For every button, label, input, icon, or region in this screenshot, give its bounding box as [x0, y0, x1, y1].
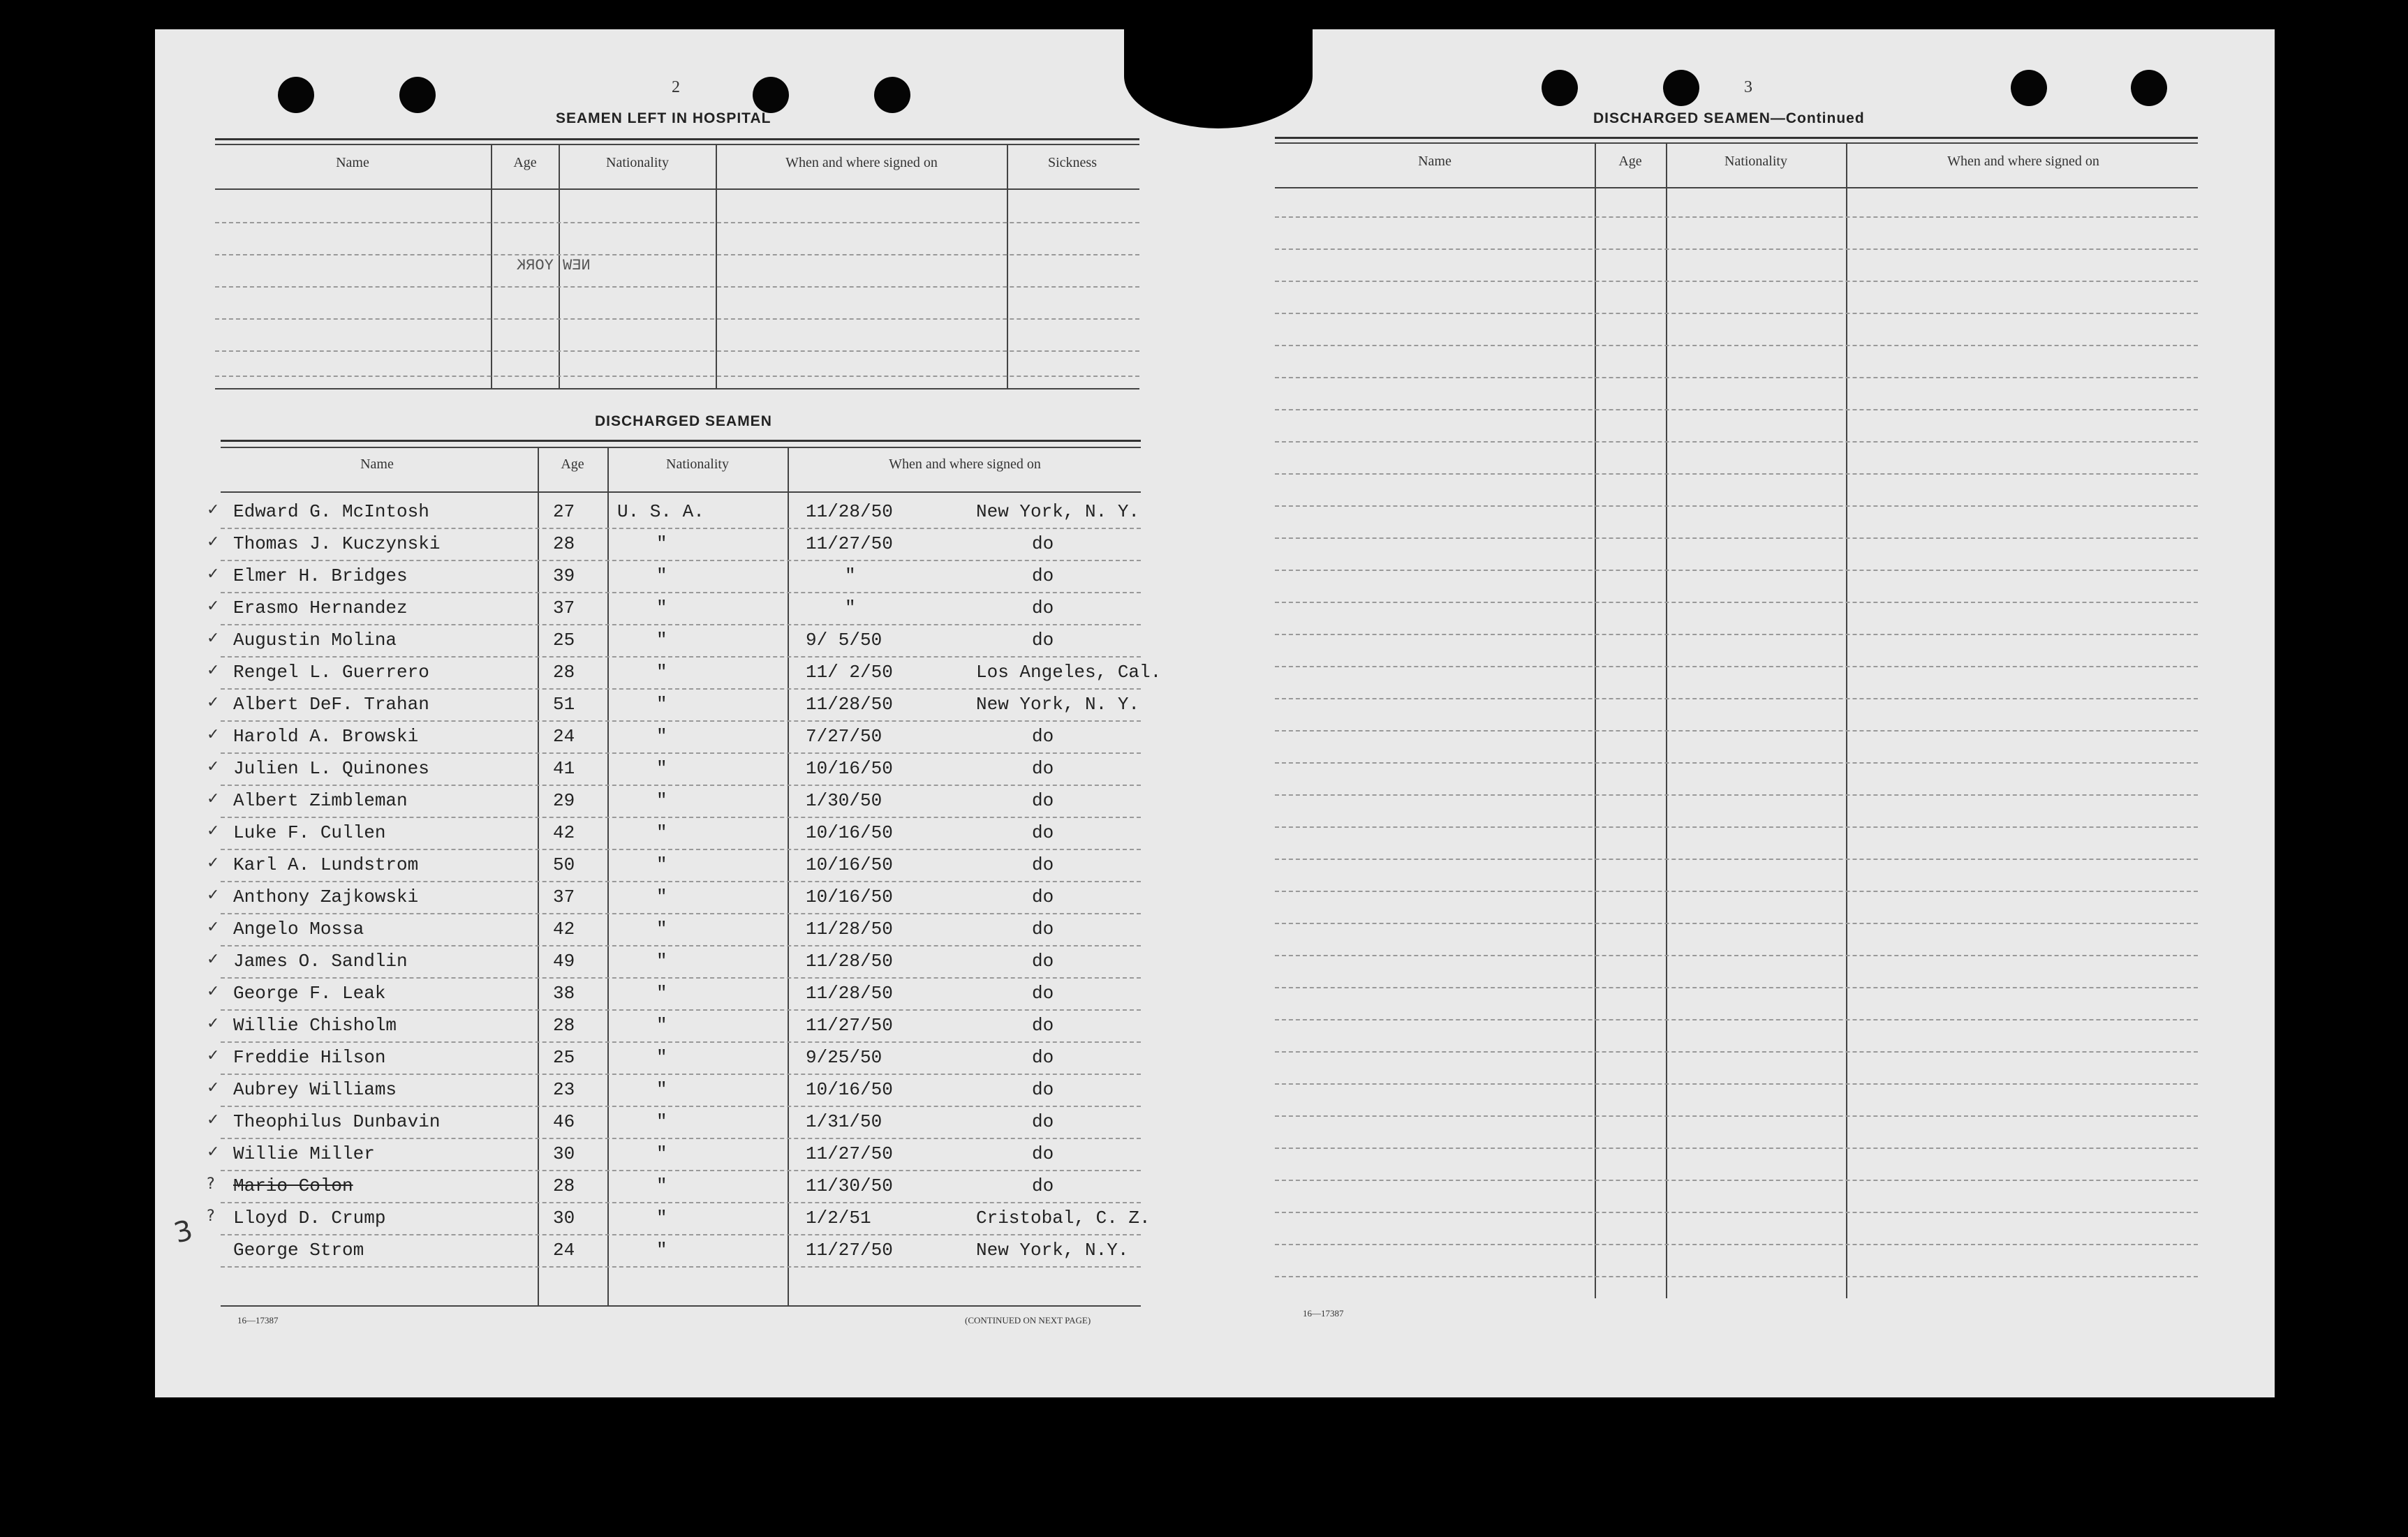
right-row-line: [1275, 1083, 2198, 1085]
row-check-mark: ?: [207, 1208, 215, 1225]
discharged-title: DISCHARGED SEAMEN: [595, 413, 772, 429]
right-row-line: [1275, 216, 2198, 218]
seaman-age: 37: [553, 597, 575, 618]
hospital-bottom-rule: [215, 388, 1139, 389]
signed-on-place: do: [1032, 790, 1054, 811]
right-col-divider: [1595, 142, 1596, 1298]
seaman-nationality: ": [656, 790, 667, 811]
discharged-row-line: [221, 592, 1141, 593]
right-row-line: [1275, 762, 2198, 764]
seaman-name: George Strom: [233, 1240, 364, 1261]
right-row-line: [1275, 377, 2198, 378]
row-check-mark: ✓: [207, 919, 220, 936]
seaman-nationality: ": [656, 1208, 667, 1228]
signed-on-date: 11/28/50: [806, 694, 893, 715]
seaman-nationality: ": [656, 1175, 667, 1196]
continued-title: DISCHARGED SEAMEN—Continued: [1593, 110, 1865, 126]
seaman-name: Aubrey Williams: [233, 1079, 397, 1100]
punch-hole: [753, 77, 789, 113]
hospital-header-signed-on: When and where signed on: [785, 155, 938, 170]
right-row-line: [1275, 313, 2198, 314]
row-check-mark: ✓: [207, 565, 220, 583]
row-check-mark: ✓: [207, 662, 220, 679]
discharged-header-signed-on: When and where signed on: [889, 456, 1041, 472]
seaman-age: 28: [553, 1015, 575, 1036]
signed-on-date: 1/30/50: [806, 790, 882, 811]
seaman-name: Edward G. McIntosh: [233, 501, 429, 522]
seaman-name: Thomas J. Kuczynski: [233, 533, 441, 554]
right-page: [1223, 29, 2275, 1397]
seaman-name: Julien L. Quinones: [233, 758, 429, 779]
seaman-name: Willie Miller: [233, 1143, 375, 1164]
discharged-row-line: [221, 752, 1141, 754]
discharged-top-rule: [221, 440, 1141, 442]
hospital-header-age: Age: [513, 155, 537, 170]
signed-on-place: do: [1032, 951, 1054, 972]
punch-hole: [278, 77, 314, 113]
discharged-header-rule: [221, 491, 1141, 493]
right-row-line: [1275, 441, 2198, 443]
discharged-row-line: [221, 624, 1141, 625]
seaman-age: 25: [553, 630, 575, 651]
right-row-line: [1275, 1115, 2198, 1117]
hospital-row-line: [215, 222, 1139, 223]
signed-on-date: 10/16/50: [806, 886, 893, 907]
discharged-row-line: [221, 720, 1141, 722]
row-check-mark: ✓: [207, 630, 220, 647]
row-check-mark: ✓: [207, 1111, 220, 1129]
signed-on-date: 9/ 5/50: [806, 630, 882, 651]
signed-on-date: 1/31/50: [806, 1111, 882, 1132]
signed-on-place: New York, N.Y.: [976, 1240, 1129, 1261]
signed-on-place: New York, N. Y.: [976, 501, 1140, 522]
seaman-name: Elmer H. Bridges: [233, 565, 408, 586]
row-check-mark: ✓: [207, 726, 220, 743]
hospital-row-line: [215, 254, 1139, 255]
right-row-line: [1275, 1244, 2198, 1245]
discharged-row-line: [221, 977, 1141, 979]
punch-hole: [2131, 70, 2167, 106]
discharged-bottom-rule: [221, 1305, 1141, 1307]
right-row-line: [1275, 473, 2198, 475]
discharged-row-line: [221, 560, 1141, 561]
right-row-line: [1275, 281, 2198, 282]
discharged-row-line: [221, 1106, 1141, 1107]
right-row-line: [1275, 505, 2198, 507]
right-header-signed-on: When and where signed on: [1947, 154, 2099, 169]
seaman-nationality: ": [656, 533, 667, 554]
seaman-nationality: ": [656, 597, 667, 618]
seaman-nationality: ": [656, 758, 667, 779]
seaman-nationality: ": [656, 1143, 667, 1164]
right-row-line: [1275, 1276, 2198, 1277]
hospital-top-rule: [215, 144, 1139, 145]
discharged-row-line: [221, 817, 1141, 818]
seaman-nationality: ": [656, 1015, 667, 1036]
row-check-mark: ?: [207, 1175, 215, 1193]
hospital-header-rule: [215, 188, 1139, 190]
seaman-nationality: ": [656, 1111, 667, 1132]
signed-on-place: do: [1032, 1047, 1054, 1068]
right-row-line: [1275, 634, 2198, 635]
seaman-age: 37: [553, 886, 575, 907]
right-header-nationality: Nationality: [1724, 154, 1787, 169]
seaman-name: George F. Leak: [233, 983, 386, 1004]
discharged-row-line: [221, 1041, 1141, 1043]
seaman-name: Anthony Zajkowski: [233, 886, 419, 907]
right-row-line: [1275, 409, 2198, 410]
seaman-nationality: ": [656, 694, 667, 715]
signed-on-date: 11/28/50: [806, 501, 893, 522]
seaman-nationality: ": [656, 919, 667, 940]
row-check-mark: ✓: [207, 758, 220, 775]
signed-on-date: ": [845, 597, 856, 618]
punch-hole: [1663, 70, 1699, 106]
page-number: 2: [672, 78, 680, 96]
signed-on-date: 1/2/51: [806, 1208, 871, 1228]
right-row-line: [1275, 1051, 2198, 1053]
signed-on-date: 11/27/50: [806, 1240, 893, 1261]
right-row-line: [1275, 698, 2198, 699]
right-row-line: [1275, 570, 2198, 571]
seaman-nationality: ": [656, 1047, 667, 1068]
seaman-nationality: ": [656, 822, 667, 843]
seaman-age: 42: [553, 822, 575, 843]
right-col-divider: [1846, 142, 1847, 1298]
right-row-line: [1275, 891, 2198, 892]
punch-hole: [399, 77, 436, 113]
seaman-age: 28: [553, 533, 575, 554]
seaman-name: Augustin Molina: [233, 630, 397, 651]
right-row-line: [1275, 248, 2198, 250]
row-check-mark: ✓: [207, 694, 220, 711]
seaman-name: Albert Zimbleman: [233, 790, 408, 811]
seaman-name: Luke F. Cullen: [233, 822, 386, 843]
discharged-row-line: [221, 785, 1141, 786]
hospital-header-name: Name: [336, 155, 369, 170]
right-row-line: [1275, 1019, 2198, 1020]
hospital-row-line: [215, 376, 1139, 377]
seaman-nationality: ": [656, 630, 667, 651]
discharged-row-line: [221, 1074, 1141, 1075]
discharged-col-divider: [538, 447, 539, 1305]
seaman-age: 28: [553, 1175, 575, 1196]
seaman-nationality: ": [656, 1079, 667, 1100]
page-number: 3: [1744, 78, 1752, 96]
seaman-age: 41: [553, 758, 575, 779]
signed-on-date: 7/27/50: [806, 726, 882, 747]
row-check-mark: ✓: [207, 597, 220, 615]
seaman-name: Lloyd D. Crump: [233, 1208, 386, 1228]
right-row-line: [1275, 602, 2198, 603]
discharged-row-line: [221, 881, 1141, 882]
hospital-title: SEAMEN LEFT IN HOSPITAL: [556, 110, 771, 126]
signed-on-date: 10/16/50: [806, 822, 893, 843]
right-top-rule: [1275, 137, 2198, 139]
discharged-row-line: [221, 1138, 1141, 1139]
discharged-row-line: [221, 1170, 1141, 1171]
discharged-col-divider: [788, 447, 789, 1305]
torn-edge-notch: [1187, 84, 1253, 119]
discharged-row-line: [221, 849, 1141, 850]
signed-on-place: do: [1032, 983, 1054, 1004]
row-check-mark: ✓: [207, 822, 220, 840]
signed-on-date: 11/28/50: [806, 951, 893, 972]
seaman-age: 25: [553, 1047, 575, 1068]
signed-on-place: do: [1032, 1015, 1054, 1036]
signed-on-place: do: [1032, 726, 1054, 747]
signed-on-place: Los Angeles, Cal.: [976, 662, 1162, 683]
row-check-mark: ✓: [207, 1047, 220, 1064]
signed-on-date: 10/16/50: [806, 758, 893, 779]
discharged-header-name: Name: [360, 456, 394, 472]
right-row-line: [1275, 730, 2198, 732]
signed-on-place: do: [1032, 597, 1054, 618]
signed-on-date: 11/ 2/50: [806, 662, 893, 683]
signed-on-date: 11/28/50: [806, 919, 893, 940]
discharged-row-line: [221, 688, 1141, 690]
signed-on-place: do: [1032, 1079, 1054, 1100]
signed-on-place: New York, N. Y.: [976, 694, 1140, 715]
seaman-age: 24: [553, 726, 575, 747]
hospital-row-line: [215, 318, 1139, 320]
seaman-name: Willie Chisholm: [233, 1015, 397, 1036]
row-check-mark: ✓: [207, 854, 220, 872]
row-check-mark: ✓: [207, 1143, 220, 1161]
seaman-name: Mario Colon: [233, 1175, 353, 1196]
right-col-divider: [1666, 142, 1667, 1298]
hospital-header-sickness: Sickness: [1048, 155, 1097, 170]
form-number: 16—17387: [1303, 1308, 1344, 1319]
row-check-mark: ✓: [207, 790, 220, 808]
seaman-age: 39: [553, 565, 575, 586]
punch-hole: [2011, 70, 2047, 106]
signed-on-place: do: [1032, 886, 1054, 907]
signed-on-place: do: [1032, 565, 1054, 586]
punch-hole: [1542, 70, 1578, 106]
signed-on-place: do: [1032, 1175, 1054, 1196]
discharged-col-divider: [607, 447, 609, 1305]
discharged-top-rule: [221, 447, 1141, 448]
seaman-name: Angelo Mossa: [233, 919, 364, 940]
right-row-line: [1275, 345, 2198, 346]
seaman-age: 24: [553, 1240, 575, 1261]
seaman-nationality: ": [656, 662, 667, 683]
right-row-line: [1275, 1180, 2198, 1181]
seaman-age: 49: [553, 951, 575, 972]
margin-note: 3: [170, 1214, 196, 1250]
signed-on-place: do: [1032, 1143, 1054, 1164]
right-row-line: [1275, 1148, 2198, 1149]
hospital-header-nationality: Nationality: [606, 155, 669, 170]
signed-on-place: do: [1032, 1111, 1054, 1132]
discharged-row-line: [221, 656, 1141, 658]
seaman-name: Theophilus Dunbavin: [233, 1111, 441, 1132]
punch-hole: [874, 77, 910, 113]
row-check-mark: ✓: [207, 951, 220, 968]
signed-on-date: 11/28/50: [806, 983, 893, 1004]
seaman-name: Harold A. Browski: [233, 726, 419, 747]
right-header-age: Age: [1618, 154, 1642, 169]
signed-on-place: Cristobal, C. Z.: [976, 1208, 1151, 1228]
right-top-rule: [1275, 142, 2198, 144]
signed-on-date: 10/16/50: [806, 854, 893, 875]
right-row-line: [1275, 1212, 2198, 1213]
signed-on-date: 11/27/50: [806, 533, 893, 554]
discharged-header-age: Age: [561, 456, 584, 472]
signed-on-place: do: [1032, 822, 1054, 843]
seaman-age: 27: [553, 501, 575, 522]
seaman-age: 42: [553, 919, 575, 940]
discharged-header-nationality: Nationality: [666, 456, 729, 472]
signed-on-place: do: [1032, 919, 1054, 940]
signed-on-place: do: [1032, 533, 1054, 554]
right-header-rule: [1275, 187, 2198, 188]
seaman-age: 29: [553, 790, 575, 811]
seaman-age: 38: [553, 983, 575, 1004]
signed-on-place: do: [1032, 758, 1054, 779]
seaman-name: James O. Sandlin: [233, 951, 408, 972]
seaman-age: 30: [553, 1143, 575, 1164]
right-row-line: [1275, 537, 2198, 539]
continued-note: (CONTINUED ON NEXT PAGE): [965, 1315, 1091, 1326]
seaman-nationality: ": [656, 886, 667, 907]
discharged-row-line: [221, 1266, 1141, 1268]
seaman-name: Karl A. Lundstrom: [233, 854, 419, 875]
signed-on-date: 11/30/50: [806, 1175, 893, 1196]
seaman-nationality: ": [656, 1240, 667, 1261]
seaman-name: Rengel L. Guerrero: [233, 662, 429, 683]
row-check-mark: ✓: [207, 501, 220, 519]
signed-on-date: ": [845, 565, 856, 586]
row-check-mark: ✓: [207, 533, 220, 551]
right-row-line: [1275, 859, 2198, 860]
hospital-row-line: [215, 286, 1139, 288]
seaman-nationality: U. S. A.: [617, 501, 704, 522]
seaman-age: 30: [553, 1208, 575, 1228]
right-row-line: [1275, 923, 2198, 924]
signed-on-date: 9/25/50: [806, 1047, 882, 1068]
signed-on-place: do: [1032, 854, 1054, 875]
right-row-line: [1275, 955, 2198, 956]
row-check-mark: ✓: [207, 983, 220, 1000]
right-row-line: [1275, 987, 2198, 988]
signed-on-place: do: [1032, 630, 1054, 651]
discharged-row-line: [221, 1009, 1141, 1011]
form-number: 16—17387: [237, 1315, 279, 1326]
discharged-row-line: [221, 1234, 1141, 1235]
seaman-name: Erasmo Hernandez: [233, 597, 408, 618]
right-row-line: [1275, 826, 2198, 828]
signed-on-date: 10/16/50: [806, 1079, 893, 1100]
discharged-row-line: [221, 945, 1141, 946]
seaman-nationality: ": [656, 951, 667, 972]
seaman-age: 28: [553, 662, 575, 683]
seaman-age: 51: [553, 694, 575, 715]
row-check-mark: ✓: [207, 886, 220, 904]
bleed-through-text: NEW YORK: [517, 257, 591, 274]
seaman-age: 23: [553, 1079, 575, 1100]
hospital-row-line: [215, 350, 1139, 352]
signed-on-date: 11/27/50: [806, 1143, 893, 1164]
hospital-top-rule: [215, 138, 1139, 140]
row-check-mark: ✓: [207, 1079, 220, 1097]
seaman-nationality: ": [656, 854, 667, 875]
right-row-line: [1275, 794, 2198, 796]
discharged-row-line: [221, 1202, 1141, 1203]
seaman-nationality: ": [656, 726, 667, 747]
discharged-row-line: [221, 913, 1141, 914]
seaman-nationality: ": [656, 565, 667, 586]
seaman-nationality: ": [656, 983, 667, 1004]
seaman-age: 46: [553, 1111, 575, 1132]
right-row-line: [1275, 666, 2198, 667]
seaman-age: 50: [553, 854, 575, 875]
seaman-name: Albert DeF. Trahan: [233, 694, 429, 715]
row-check-mark: ✓: [207, 1015, 220, 1032]
right-header-name: Name: [1418, 154, 1452, 169]
discharged-row-line: [221, 528, 1141, 529]
seaman-name: Freddie Hilson: [233, 1047, 386, 1068]
signed-on-date: 11/27/50: [806, 1015, 893, 1036]
